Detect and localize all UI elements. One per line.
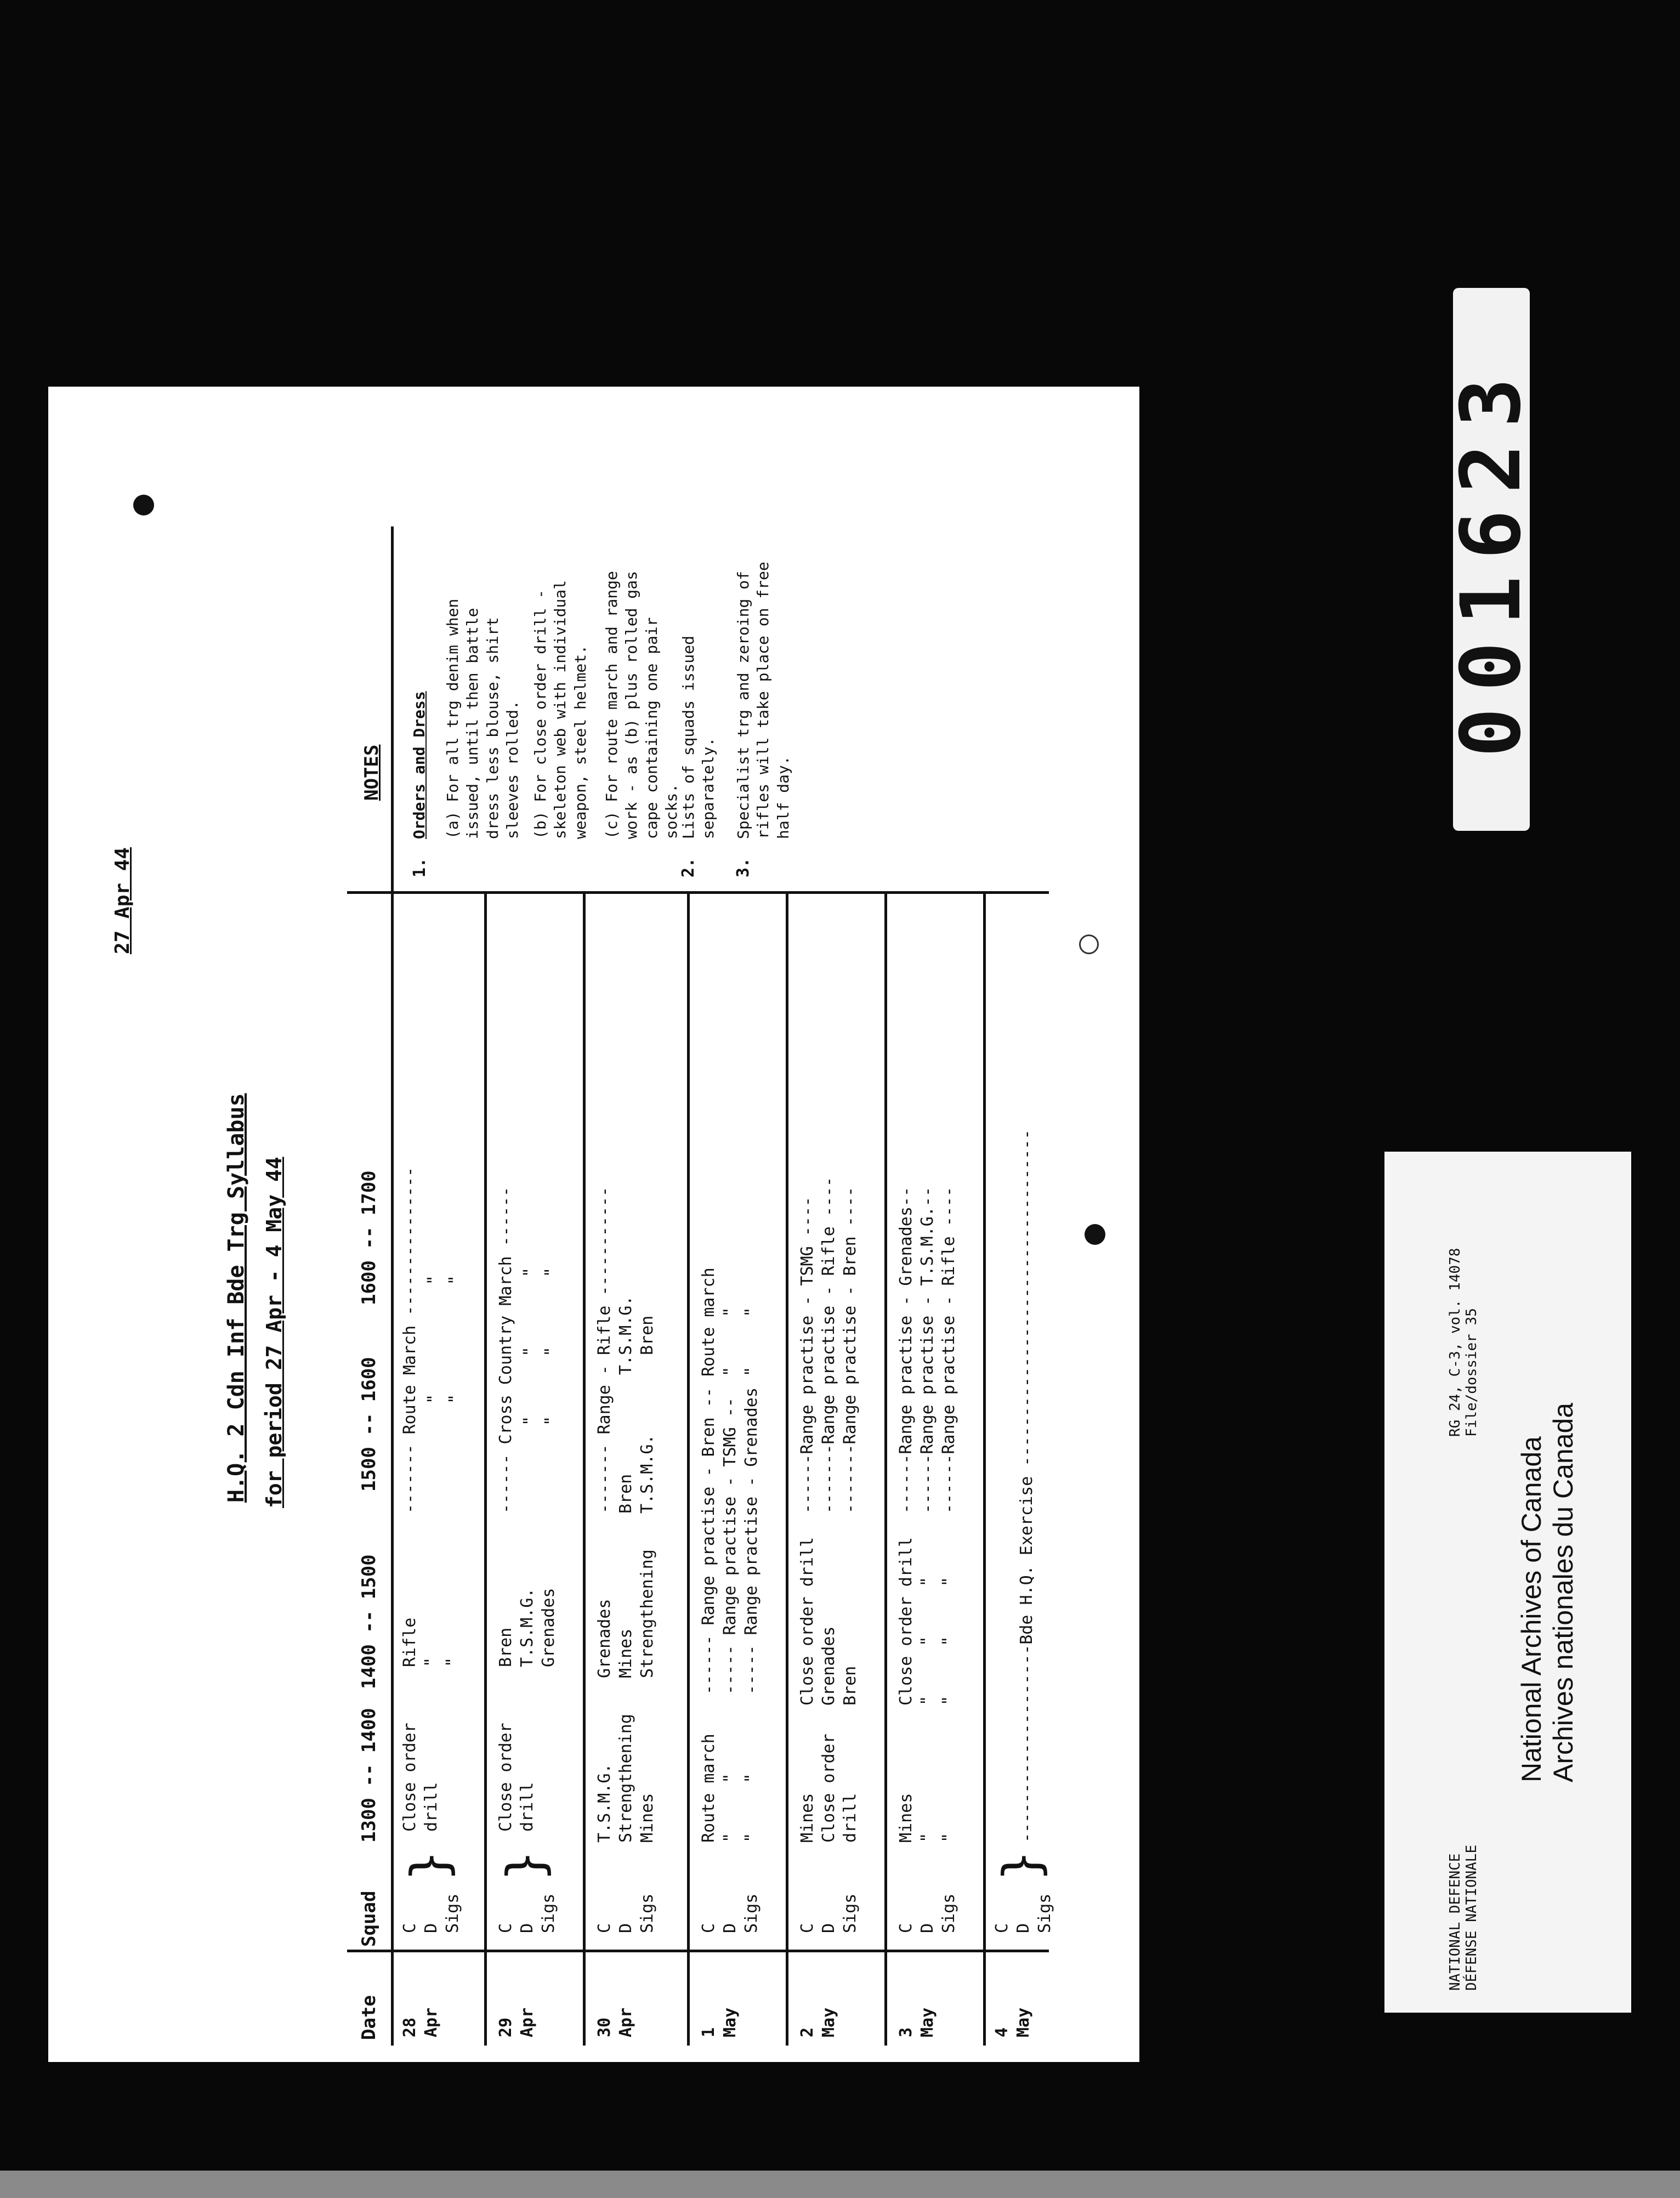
row-cell-1400: Close order drill Grenades Bren [798, 1537, 860, 1706]
row-squads: C D Sigs [798, 1893, 860, 1933]
row-rule [484, 894, 487, 2046]
col-header-1400: 1400 -- 1500 [358, 1554, 380, 1689]
row-cell-1400: ------ Range practise - Bren -- ----- Range practise - TSMG -- ----- Range practise - Grenades [699, 1387, 761, 1695]
squad-brace: } [496, 1850, 555, 1881]
row-cell-1400: Close order drill " " " " " " [896, 1537, 958, 1706]
film-edge-strip [0, 2171, 1680, 2198]
defence-en: NATIONAL DEFENCE [1447, 1853, 1463, 1991]
note-1-title: Orders and Dress [410, 691, 428, 839]
row-cell-1300: Mines " " [896, 1793, 958, 1843]
row-cell-1300: Route march " " " " [699, 1734, 761, 1843]
row-squads: C D Sigs [400, 1893, 462, 1933]
row-cell-1300: T.S.M.G. Strengthening Mines [595, 1714, 657, 1843]
frame-number-tag [1444, 288, 1539, 831]
frame-number-content [1444, 288, 1539, 831]
row-date: 28 Apr [400, 2007, 441, 2037]
row-cell-1500: ------ Cross Country March ------ [496, 1186, 515, 1514]
archives-en: National Archives of Canada [1516, 1436, 1547, 1782]
row-date: 29 Apr [496, 2007, 537, 2037]
document-subtitle: for period 27 Apr - 4 May 44 [262, 1157, 286, 1508]
col-header-squad: Squad [358, 1890, 380, 1947]
note-1-number: 1. [410, 857, 429, 877]
row-cell-1600: " " " " [424, 1275, 465, 1404]
col-header-date: Date [358, 1995, 380, 2040]
syllabus-content [48, 387, 1139, 2062]
row-date: 2 May [798, 2007, 838, 2037]
punch-hole-middle [1085, 1224, 1105, 1245]
defence-fr: DÉFENSE NATIONALE [1463, 1844, 1480, 1991]
note-2-number: 2. [679, 857, 698, 877]
row-cell-1400: Grenades Mines Strengthening [595, 1549, 657, 1678]
row-cell-1300: Close order drill [400, 1723, 441, 1832]
punch-hole-open [1079, 934, 1099, 954]
row-rule [583, 894, 586, 2046]
col-header-1600: 1600 -- 1700 [358, 1170, 380, 1305]
date-divider [347, 1950, 1049, 1952]
squad-brace: } [992, 1850, 1051, 1881]
row-date: 1 May [699, 2007, 740, 2037]
syllabus-sheet [48, 387, 1139, 2062]
row-squads: C D Sigs [896, 1893, 958, 1933]
archive-label-content [1384, 1152, 1631, 2013]
note-1a: (a) For all trg denim when issued, until then battle dress less blouse, shirt sleeves rolled. [444, 598, 522, 839]
col-header-1500: 1500 -- 1600 [358, 1357, 380, 1492]
row-squads: C D Sigs [595, 1893, 657, 1933]
punch-hole-top [133, 495, 154, 515]
squad-brace: } [400, 1850, 459, 1881]
row-rule [983, 894, 986, 2046]
note-1b: (b) For close order drill - skeleton web with individual weapon, steel helmet. [531, 580, 589, 839]
note-3: Specialist trg and zeroing of rifles will take place on free half day. [734, 562, 792, 839]
row-date: 3 May [896, 2007, 937, 2037]
row-rule [687, 894, 690, 2046]
row-cell-1500: ------- Range - Rifle ----------- Bren T.S.M.G. T.S.M.G. Bren [595, 1186, 657, 1514]
row-cell-1400: Bren T.S.M.G. Grenades [496, 1588, 558, 1667]
date-stamp: 27 Apr 44 [111, 847, 134, 954]
row-rule [786, 894, 788, 2046]
row-rule [884, 894, 887, 2046]
note-2: Lists of squads issued separately. [679, 636, 718, 839]
col-header-1300: 1300 -- 1400 [358, 1708, 380, 1843]
row-cell-1300: Mines Close order drill [798, 1734, 860, 1843]
row-cell-1300: Close order drill [496, 1723, 537, 1832]
document-title: H.Q. 2 Cdn Inf Bde Trg Syllabus [224, 1093, 249, 1503]
archive-label [1384, 1152, 1631, 2013]
header-rule [391, 526, 394, 2046]
row-date: 4 May [992, 2007, 1033, 2037]
row-cell-1500: ------- Route March --------------- [400, 1166, 419, 1514]
row-cell-1400: Rifle " " [400, 1617, 462, 1667]
row-cell-1500: Route march " " " " [699, 1267, 761, 1376]
archive-reference: RG 24, C-3, vol. 14078 [1447, 1248, 1463, 1437]
row-squads: C D Sigs [699, 1893, 761, 1933]
notes-divider [347, 891, 1049, 894]
row-squads: C D Sigs [992, 1893, 1054, 1933]
archives-fr: Archives nationales du Canada [1548, 1402, 1579, 1782]
frame-number: 001623 [1444, 361, 1539, 757]
row-cell-1500: ------Range practise - TSMG ---- -------Range practise - Rifle ---- -------Range practise - Bren ---- [798, 1176, 860, 1514]
note-3-number: 3. [734, 857, 753, 877]
row-cell-1600: " " " " " " [520, 1267, 561, 1426]
row-cell-1500: ------Range practise - Grenades-- ------Range practise - T.S.M.G.-- ------Range practise - Rifle ---- [896, 1186, 958, 1514]
row-squads: C D Sigs [496, 1893, 558, 1933]
notes-heading: NOTES [361, 744, 383, 801]
row-date: 30 Apr [595, 2007, 635, 2037]
row-cell-1300: --------------------Bde H.Q. Exercise ---------------------------------- [1017, 1129, 1036, 1843]
note-1c: (c) For route march and range work - as (b) plus rolled gas cape containing one pair socks. [603, 571, 681, 839]
archive-file: File/dossier 35 [1463, 1308, 1480, 1437]
